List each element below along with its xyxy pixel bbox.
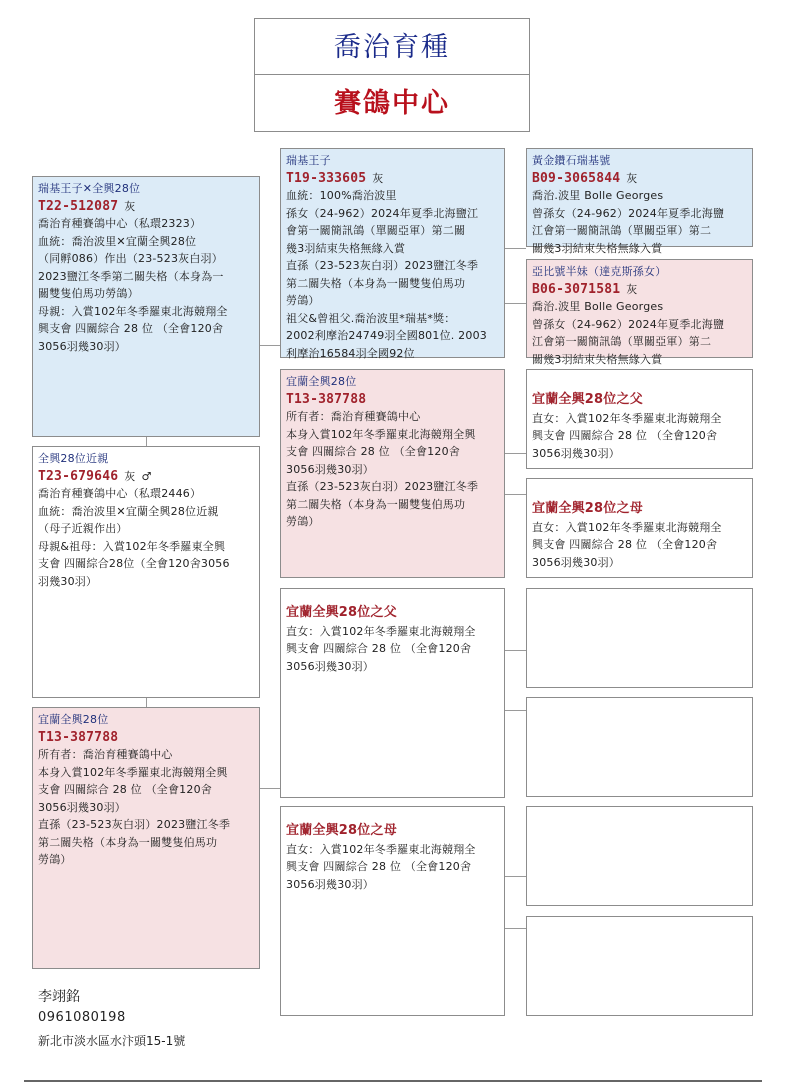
text-line: 曾孫女（24-962）2024年夏季北海鹽: [532, 206, 725, 220]
text-line: 興支會 四關綜合 28 位 （全會120舍: [286, 860, 472, 873]
text-line: 關幾3羽結束失格無緣入賞: [532, 241, 663, 255]
text-line: 孫女（24-962）2024年夏季北海鹽江: [286, 206, 479, 220]
text-line: 祖父&曾祖父.喬治波里*瑞基*獎：: [286, 311, 456, 325]
text-line: 支會 四關綜合28位（全會120舍3056: [38, 557, 230, 570]
ss-ring: B09-3065844: [532, 170, 621, 186]
sire-sire-card: [526, 148, 753, 255]
subject-label: 瑞基王子✕全興28位: [38, 182, 141, 195]
sire-label: 瑞基王子: [286, 154, 331, 167]
text-line: 興支會 四關綜合 28 位 （全會120舍: [38, 322, 224, 335]
sire-dam2-card: [526, 259, 753, 366]
header-title: 喬治育種: [334, 32, 450, 63]
text-line: 第二關失格（本身為一關雙隻伯馬功: [286, 276, 466, 290]
text-line: 幾3羽結束失格無緣入賞: [286, 241, 406, 255]
ds-title: 宜蘭全興28位之父: [532, 392, 643, 407]
text-line: 3056羽幾30羽）: [286, 877, 374, 891]
ss-lines: [532, 187, 747, 257]
connector: [260, 788, 280, 789]
dam-sire-lines: [286, 623, 499, 676]
bottom-divider: [24, 1080, 762, 1082]
subject-color: 灰: [124, 199, 136, 213]
text-line: 直孫（23-523灰白羽）2023鹽江冬季: [38, 818, 231, 831]
text-line: 勞鴿）: [286, 294, 320, 307]
subject-ring: T22-512087: [38, 198, 119, 214]
subject-card: [32, 176, 260, 437]
connector: [505, 494, 526, 495]
text-line: 本身入賞102年冬季羅東北海競翔全興: [38, 765, 228, 779]
text-line: 3056羽幾30羽）: [38, 339, 126, 353]
sire-color: 灰: [372, 171, 384, 185]
dam-card: [32, 707, 260, 969]
text-line: 喬治育種賽鴿中心（私環2323）: [38, 217, 202, 230]
text-line: 本身入賞102年冬季羅東北海競翔全興: [286, 427, 476, 441]
text-line: 3056羽幾30羽）: [38, 800, 126, 814]
text-line: 江會第一關簡訊鴿（單關亞軍）第二: [532, 335, 712, 348]
dam-sire-title: 宜蘭全興28位之父: [286, 605, 397, 620]
text-line: 利摩治16584羽全國92位: [286, 346, 415, 360]
header-title-box: [254, 18, 530, 75]
text-line: 興支會 四關綜合 28 位 （全會120舍: [532, 538, 718, 551]
text-line: 直孫（23-523灰白羽）2023鹽江冬季: [286, 259, 479, 272]
owner-phone: 0961080198: [38, 1010, 126, 1025]
header-subtitle-box: [254, 74, 530, 132]
text-line: 母親&祖母：入賞102年冬季羅東全興: [38, 539, 226, 553]
text-line: 母親：入賞102年冬季羅東北海競翔全: [38, 304, 228, 318]
ds-lines: [532, 410, 747, 463]
text-line: 第二關失格（本身為一關雙隻伯馬功: [286, 497, 466, 511]
text-line: 3056羽幾30羽）: [286, 659, 374, 673]
sibling-label: 全興28位近親: [38, 452, 109, 465]
text-line: 支會 四關綜合 28 位 （全會120舍: [38, 783, 212, 796]
sd-color: 灰: [626, 282, 638, 296]
connector: [505, 876, 526, 877]
dam-dam-card: [280, 806, 505, 1016]
dam-ring: T13-387788: [38, 729, 119, 745]
sire-dam-label: 宜蘭全興28位: [286, 375, 357, 388]
sire-dam-card: [280, 369, 505, 578]
connector: [505, 303, 526, 304]
connector: [505, 248, 526, 249]
text-line: 血統：喬治波里✕宜蘭全興28位近親: [38, 504, 219, 518]
ds-card: [526, 369, 753, 469]
text-line: 勞鴿）: [286, 515, 320, 528]
text-line: 會第一關簡訊鴿（單關亞軍）第二關: [286, 224, 466, 237]
owner-name: 李翊銘: [38, 989, 80, 1005]
owner-address: 新北市淡水區水汴頭15-1號: [38, 1034, 186, 1048]
dam-sire-card: [280, 588, 505, 798]
connector: [505, 650, 526, 651]
ss-label: 黃金鑽石瑞基號: [532, 154, 611, 167]
text-line: （同孵086）作出（23-523灰白羽）: [38, 252, 223, 265]
text-line: 喬治.波里 Bolle Georges: [532, 300, 664, 313]
connector: [146, 698, 147, 707]
text-line: 興支會 四關綜合 28 位 （全會120舍: [532, 429, 718, 442]
text-line: 喬治.波里 Bolle Georges: [532, 189, 664, 202]
connector: [505, 928, 526, 929]
text-line: 第二關失格（本身為一關雙隻伯馬功: [38, 835, 218, 849]
text-line: 3056羽幾30羽）: [532, 555, 620, 569]
text-line: 2002利摩治24749羽全國801位. 2003: [286, 329, 487, 342]
dd-card: [526, 478, 753, 578]
text-line: 直女：入賞102年冬季羅東北海競翔全: [286, 842, 476, 856]
connector: [505, 710, 526, 711]
empty-box: [526, 588, 753, 688]
empty-box: [526, 697, 753, 797]
text-line: 3056羽幾30羽）: [286, 462, 374, 476]
text-line: 勞鴿）: [38, 853, 72, 866]
ss-color: 灰: [626, 171, 638, 185]
text-line: 血統：100%喬治波里: [286, 189, 397, 202]
dam-dam-lines: [286, 841, 499, 894]
sire-dam-lines: [286, 408, 499, 531]
text-line: 曾孫女（24-962）2024年夏季北海鹽: [532, 317, 725, 331]
empty-box: [526, 806, 753, 906]
text-line: 喬治育種賽鴿中心（私環2446）: [38, 487, 202, 500]
text-line: 支會 四關綜合 28 位 （全會120舍: [286, 445, 460, 458]
sibling-color: 灰: [124, 469, 136, 483]
sibling-lines: [38, 485, 254, 590]
text-line: 直女：入賞102年冬季羅東北海競翔全: [286, 624, 476, 638]
sire-lines: [286, 187, 499, 362]
dam-dam-title: 宜蘭全興28位之母: [286, 823, 397, 838]
text-line: 羽幾30羽）: [38, 574, 98, 588]
dd-title: 宜蘭全興28位之母: [532, 501, 643, 516]
sibling-card: [32, 446, 260, 698]
dam-lines: [38, 746, 254, 869]
sire-ring: T19-333605: [286, 170, 367, 186]
sire-dam-ring: T13-387788: [286, 391, 367, 407]
text-line: 直女：入賞102年冬季羅東北海競翔全: [532, 520, 722, 534]
sd-ring: B06-3071581: [532, 281, 621, 297]
dam-label: 宜蘭全興28位: [38, 713, 109, 726]
text-line: 關幾3羽結束失格無緣入賞: [532, 352, 663, 366]
sd-lines: [532, 298, 747, 368]
empty-box: [526, 916, 753, 1016]
sd-label: 亞比號半妹（達克斯孫女）: [532, 265, 667, 278]
text-line: 關雙隻伯馬功勞鴿）: [38, 287, 139, 300]
text-line: 所有者：喬治育種賽鴿中心: [38, 748, 173, 761]
text-line: 所有者：喬治育種賽鴿中心: [286, 410, 421, 423]
text-line: 3056羽幾30羽）: [532, 446, 620, 460]
text-line: （母子近親作出）: [38, 522, 128, 535]
sibling-sex: ♂: [141, 469, 152, 483]
dd-lines: [532, 519, 747, 572]
connector: [260, 345, 280, 346]
connector: [146, 437, 147, 446]
text-line: 直女：入賞102年冬季羅東北海競翔全: [532, 411, 722, 425]
sire-card: [280, 148, 505, 358]
subject-lines: [38, 215, 254, 355]
header-subtitle: 賽鴿中心: [334, 88, 450, 119]
text-line: 直孫（23-523灰白羽）2023鹽江冬季: [286, 480, 479, 493]
sibling-ring: T23-679646: [38, 468, 119, 484]
text-line: 江會第一關簡訊鴿（單關亞軍）第二: [532, 224, 712, 237]
text-line: 血統：喬治波里✕宜蘭全興28位: [38, 234, 197, 248]
connector: [505, 453, 526, 454]
text-line: 2023鹽江冬季第二關失格（本身為一: [38, 269, 224, 283]
text-line: 興支會 四關綜合 28 位 （全會120舍: [286, 642, 472, 655]
